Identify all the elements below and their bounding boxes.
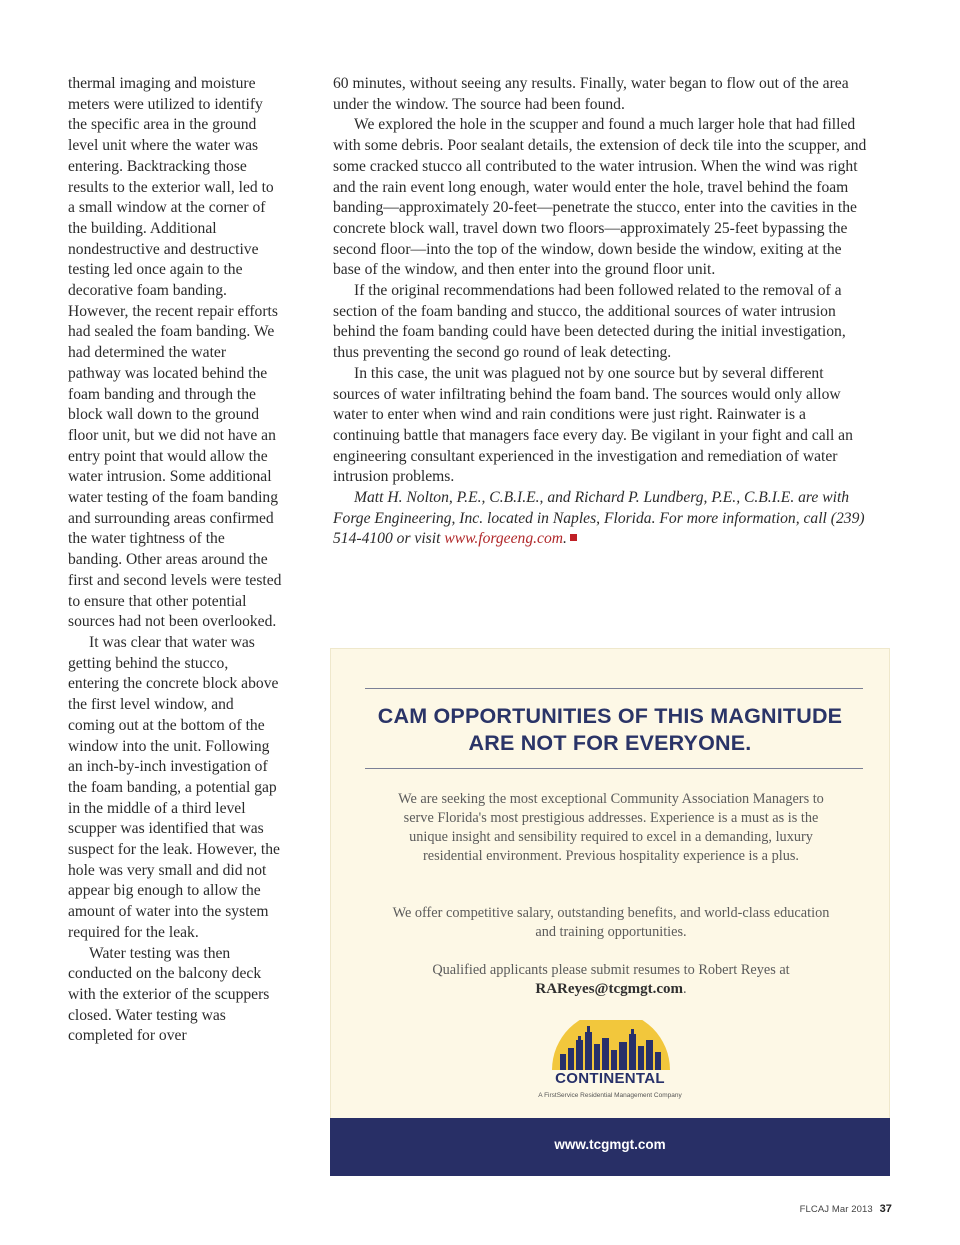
paragraph: thermal imaging and moisture meters were utilized to identify the specific area in the ground level unit where the water was entering. Backtracking those results to the exterior wall, led to a small window at the corner of the building. Additional nondestructive and destructive testing led once again to the decorative foam banding. However, the recent repair efforts had sealed the foam banding. We had determined the water pathway was located behind the foam banding and through the block wall down to the ground floor unit, but we did not have an entry point that would allow the water intrusion. Some additional water testing of the foam banding and surrounding areas confirmed the water tightness of the banding. Other areas around the first and second levels were tested to ensure that other potential sources had not been overlooked. bbox=[68, 75, 282, 631]
page-folio bbox=[800, 1203, 892, 1215]
article-right-column bbox=[333, 74, 868, 550]
paragraph: If the original recommendations had been followed related to the removal of a section of the foam banding and stucco, the additional sources of water intrusion behind the foam banding could have been detected during the initial investigation, thus preventing the second go round of leak detecting. bbox=[333, 282, 846, 362]
ad-paragraph-apply bbox=[390, 961, 832, 999]
paragraph: In this case, the unit was plagued not by one source but by several different sources of water infiltrating behind the foam band. The sources would only allow water to enter when wind and rain conditions were just right. Rainwater is a continuing battle that managers face every day. Be vigilant in your fight and call an engineering consultant experienced in the investigation and remediation of water intrusion problems. bbox=[333, 364, 853, 486]
continental-skyline-logo-icon bbox=[550, 1020, 672, 1070]
folio-page-number: 37 bbox=[879, 1203, 892, 1215]
ad-bottom-rule bbox=[365, 768, 863, 769]
forgeeng-link[interactable]: www.forgeeng.com bbox=[444, 530, 564, 548]
paragraph: 60 minutes, without seeing any results. Finally, water began to flow out of the area under the window. The source had been found. bbox=[333, 75, 849, 113]
paragraph: It was clear that water was getting behind the stucco, entering the concrete block above the first level window, and coming out at the bottom of the window into the unit. Following an inch-by-inch investigation of the foam banding, a potential gap in the middle of a third level scupper was identified that was suspect for the leak. However, the hole was very small and did not appear big enough to allow the amount of water into the system required for the leak. bbox=[68, 633, 280, 941]
author-bio-text: Matt H. Nolton, P.E., C.B.I.E., and Richard P. Lundberg, P.E., C.B.I.E. are with Forge Engineering, Inc. located in Naples, Florida. For more information, call (239) 514-4100 or visit bbox=[333, 489, 865, 548]
ad-headline bbox=[330, 703, 890, 757]
author-bio bbox=[333, 488, 868, 550]
end-mark-icon bbox=[570, 534, 577, 541]
folio-issue: Mar 2013 bbox=[831, 1204, 873, 1215]
ad-email-suffix: . bbox=[683, 981, 687, 997]
continental-advertisement bbox=[330, 648, 890, 1176]
ad-top-rule bbox=[365, 688, 863, 689]
ad-email-link[interactable]: RAReyes@tcgmgt.com bbox=[535, 981, 684, 997]
continental-logo-tagline: A FirstService Residential Management Company bbox=[538, 1092, 682, 1099]
ad-paragraph-offer: We offer competitive salary, outstanding benefits, and world-class education and training opportunities. bbox=[392, 905, 830, 940]
folio-publication: FLCAJ bbox=[799, 1204, 830, 1215]
ad-headline-line1: CAM OPPORTUNITIES OF THIS MAGNITUDE bbox=[377, 704, 843, 728]
ad-apply-text: Qualified applicants please submit resumes to Robert Reyes at bbox=[432, 962, 790, 978]
ad-footer-band bbox=[330, 1118, 890, 1176]
paragraph: Water testing was then conducted on the balcony deck with the exterior of the scuppers closed. Water testing was completed for over bbox=[68, 944, 270, 1045]
ad-website-link[interactable]: www.tcgmgt.com bbox=[554, 1137, 666, 1152]
paragraph: We explored the hole in the scupper and found a much larger hole that had filled with some debris. Poor sealant details, the extension of deck tile into the scupper, and some cracked stucco all contributed to the water intrusion. When the wind was right and the rain event long enough, water would enter the hole, travel behind the foam banding—approximately 20-feet—penetrate the stucco, enter into the cavities in the concrete block wall, travel down two floors—approximately 25-feet bypassing the second floor—into the top of the window, down beside the window, exiting at the base of the window, and then enter into the ground floor unit. bbox=[333, 116, 867, 279]
article-left-column bbox=[68, 74, 282, 1047]
ad-headline-line2: ARE NOT FOR EVERYONE. bbox=[468, 731, 752, 755]
author-bio-end: . bbox=[563, 530, 567, 548]
ad-paragraph-seeking: We are seeking the most exceptional Community Association Managers to serve Florida's most prestigious addresses. Experience is a must as is the unique insight and sensibility required to excel in a demanding, luxury residential environment. Previous hospitality experience is a plus. bbox=[398, 791, 824, 864]
continental-logo-name: CONTINENTAL bbox=[555, 1070, 665, 1087]
